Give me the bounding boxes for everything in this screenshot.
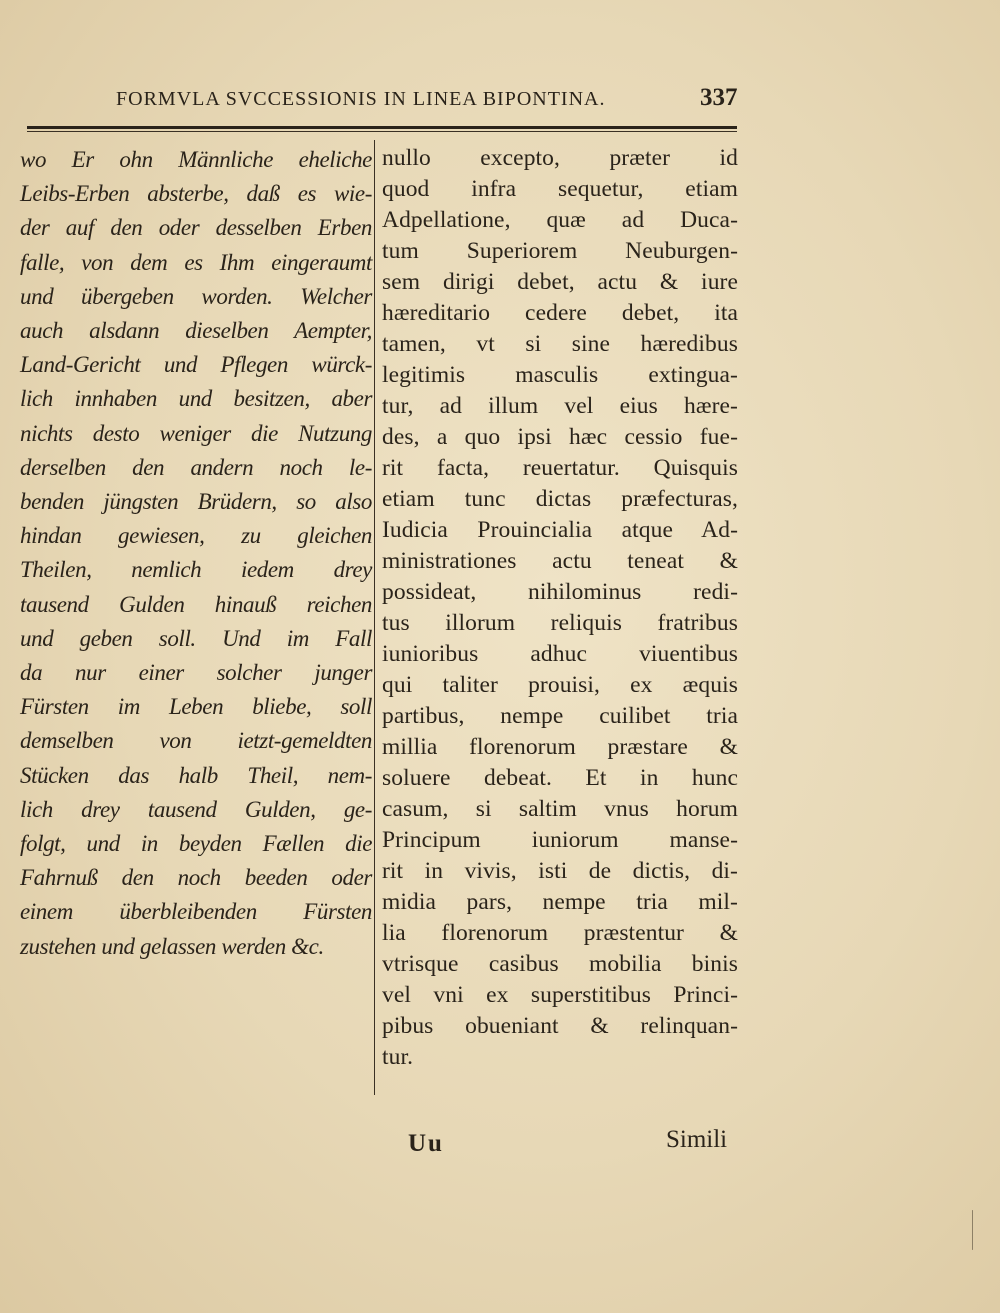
german-text-line: hindan gewiesen, zu gleichen [20,523,372,549]
latin-text-line: quod infra sequetur, etiam [382,176,738,202]
german-text-line: Fürsten im Leben bliebe, soll [20,694,372,720]
german-text-line: falle, von dem es Ihm eingeraumt [20,249,372,275]
latin-text-line: midia pars, nempe tria mil- [382,889,738,915]
latin-text-line: rit in vivis, isti de dictis, di- [382,858,738,884]
latin-text-line: pibus obueniant & relinquan- [382,1013,738,1039]
header-rule-thin [27,131,737,132]
page-header [20,84,740,120]
latin-text-line: Adpellatione, quæ ad Duca- [382,207,738,233]
german-text-line: folgt, und in beyden Fællen die [20,831,372,857]
german-text-line: derselben den andern noch le- [20,454,372,480]
catchword: Simili [666,1126,728,1153]
latin-text-line: Iudicia Prouincialia atque Ad- [382,517,738,543]
latin-text-line: tamen, vt si sine hæredibus [382,331,738,357]
german-text-line: da nur einer solcher junger [20,660,372,686]
page-number: 337 [700,84,738,111]
latin-text-line: soluere debeat. Et in hunc [382,765,738,791]
signature-mark: Uu [408,1130,444,1157]
latin-text-line: casum, si saltim vnus horum [382,796,738,822]
latin-text-line: des, a quo ipsi hæc cessio fue- [382,424,738,450]
german-text-line: Stücken das halb Theil, nem- [20,762,372,788]
latin-text-line: vtrisque casibus mobilia binis [382,951,738,977]
latin-text-line: tus illorum reliquis fratribus [382,610,738,636]
latin-text-line: rit facta, reuertatur. Quisquis [382,455,738,481]
german-text-line: lich drey tausend Gulden, ge- [20,796,372,822]
latin-text-line: qui taliter prouisi, ex æquis [382,672,738,698]
latin-text-line: partibus, nempe cuilibet tria [382,703,738,729]
latin-text-line: vel vni ex superstitibus Princi- [382,982,738,1008]
latin-text-line: millia florenorum præstare & [382,734,738,760]
latin-text-line: Principum iuniorum manse- [382,827,738,853]
german-text-line: Leibs-Erben absterbe, daß es wie- [20,181,372,207]
german-text-line: wo Er ohn Männliche eheliche [20,147,372,172]
latin-text-line: sem dirigi debet, actu & iure [382,269,738,295]
running-head: FORMVLA SVCCESSIONIS IN LINEA BIPONTINA. [116,88,606,110]
column-divider [374,140,375,1095]
header-rule [27,126,737,129]
german-text-line: tausend Gulden hinauß reichen [20,591,372,617]
latin-text-line: tum Superiorem Neuburgen- [382,238,738,264]
german-text-line: auch alsdann dieselben Aempter, [20,318,372,344]
german-text-line: benden jüngsten Brüdern, so also [20,489,372,515]
latin-text-line: hæreditario cedere debet, ita [382,300,738,326]
german-text-line: demselben von ietzt-gemeldten [20,728,372,754]
latin-text-line: etiam tunc dictas præfecturas, [382,486,738,512]
latin-text-line: legitimis masculis extingua- [382,362,738,388]
latin-text-line: ministrationes actu teneat & [382,548,738,574]
german-text-line: einem überbleibenden Fürsten [20,899,372,925]
german-text-line: Theilen, nemlich iedem drey [20,557,372,583]
german-text-line: Land-Gericht und Pflegen würck- [20,352,372,378]
german-text-column [20,143,372,964]
german-text-line: Fahrnuß den noch beeden oder [20,865,372,891]
latin-text-line: lia florenorum præstentur & [382,920,738,946]
german-text-line: und übergeben worden. Welcher [20,283,372,309]
german-text-line: und geben soll. Und im Fall [20,625,372,651]
latin-text-line: possideat, nihilominus redi- [382,579,738,605]
german-text-line: nichts desto weniger die Nutzung [20,420,372,446]
german-text-line: der auf den oder desselben Erben [20,215,372,241]
latin-text-line: iunioribus adhuc viuentibus [382,641,738,667]
latin-text-line: tur, ad illum vel eius hære- [382,393,738,419]
latin-text-column [382,143,738,1073]
latin-text-line: tur. [382,1044,414,1070]
german-text-line: zustehen und gelassen werden &c. [20,933,324,959]
german-text-line: lich innhaben und besitzen, aber [20,386,372,412]
page-edge-mark [972,1210,973,1250]
latin-text-line: nullo excepto, præter id [382,145,738,171]
